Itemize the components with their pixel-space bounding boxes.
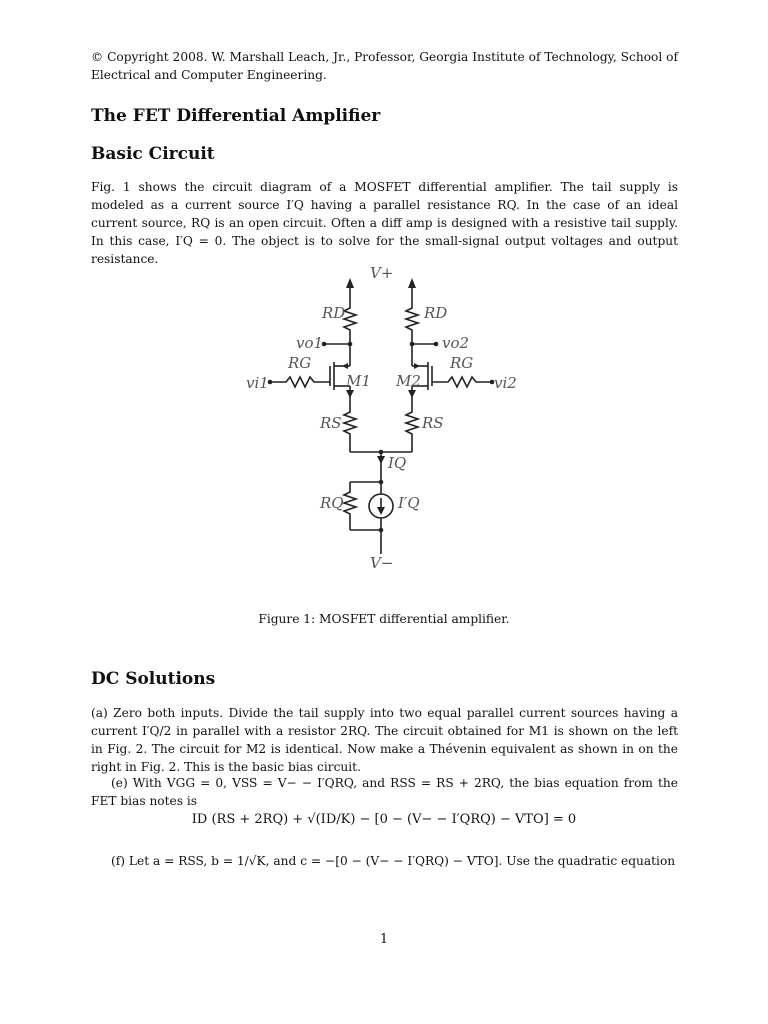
- rs-right-label: RS: [422, 414, 444, 432]
- vo1-label: vo1: [296, 334, 324, 352]
- vi2-label: vi2: [494, 374, 517, 392]
- rg-left-resistor: [270, 377, 330, 387]
- rq-resistor: [344, 482, 356, 530]
- m1-drain-arrow: [342, 363, 348, 369]
- paper-title: The FET Differential Amplifier: [91, 106, 381, 126]
- iq-arrow: [377, 456, 385, 464]
- m1-label: M1: [346, 372, 371, 390]
- vo2-label: vo2: [442, 334, 470, 352]
- basic-circuit-paragraph: Fig. 1 shows the circuit diagram of a MOSFET differential amplifier. The tail supply is modeled as a current source I′Q having a parallel resistance RQ. In the case of an ideal current source, RQ is an open circuit. Often a diff amp is designed with a resistive tail supply. In this case, I′Q = 0. The object is to solve for the small-signal output voltages and output resistance.: [91, 180, 678, 266]
- vi1-label: vi1: [246, 374, 269, 392]
- m2-label: M2: [396, 372, 421, 390]
- mosfet-diff-amp-circuit: [240, 262, 530, 582]
- rg-right-label: RG: [450, 354, 474, 372]
- dc-paragraph-e: (e) With VGG = 0, VSS = V− − I′QRQ, and RSS = RS + 2RQ, the bias equation from the FET bias notes is: [91, 776, 678, 808]
- copyright-notice: © Copyright 2008. W. Marshall Leach, Jr., Professor, Georgia Institute of Technology, School of Electrical and Computer Engineering.: [91, 50, 678, 82]
- rd-right-label: RD: [424, 304, 448, 322]
- rs-right-resistor: [406, 402, 418, 452]
- vplus-arrow-left: [346, 278, 354, 288]
- dc-paragraph-a: (a) Zero both inputs. Divide the tail supply into two equal parallel current sources having a current I′Q/2 in parallel with a resistor 2RQ. The circuit obtained for M1 is shown on the left in Fig. 2. The circuit for M2 is identical. Now make a Thévenin equivalent as shown in on the right in Fig. 2. This is the basic bias circuit.: [91, 706, 678, 774]
- dc-paragraph-f: (f) Let a = RSS, b = 1/√K, and c = −[0 − (V− − I′QRQ) − VTO]. Use the quadratic equation: [111, 854, 676, 868]
- iq-prime-label: I′Q: [398, 494, 420, 512]
- m1-source-arrow: [346, 390, 354, 398]
- rs-left-resistor: [344, 402, 356, 452]
- vminus-label: V−: [370, 554, 394, 572]
- m2-source-arrow: [408, 390, 416, 398]
- rq-label: RQ: [320, 494, 344, 512]
- iq-label: IQ: [388, 454, 407, 472]
- rd-left-resistor: [344, 304, 356, 344]
- rd-right-resistor: [406, 304, 418, 344]
- figure-caption: Figure 1: MOSFET differential amplifier.: [258, 612, 510, 626]
- bias-equation: ID (RS + 2RQ) + √(ID/K) − [0 − (V− − I′QRQ) − VTO] = 0: [191, 812, 577, 827]
- page-number: 1: [379, 932, 389, 947]
- rg-right-resistor: [432, 377, 492, 387]
- rs-left-label: RS: [320, 414, 342, 432]
- vplus-label: V+: [370, 264, 394, 282]
- section-heading-basic-circuit: Basic Circuit: [91, 144, 215, 164]
- vo2-terminal: [434, 342, 439, 347]
- m2-drain-arrow: [414, 363, 420, 369]
- rg-left-label: RG: [288, 354, 312, 372]
- rd-left-label: RD: [322, 304, 346, 322]
- vplus-arrow-right: [408, 278, 416, 288]
- section-heading-dc-solutions: DC Solutions: [91, 669, 216, 689]
